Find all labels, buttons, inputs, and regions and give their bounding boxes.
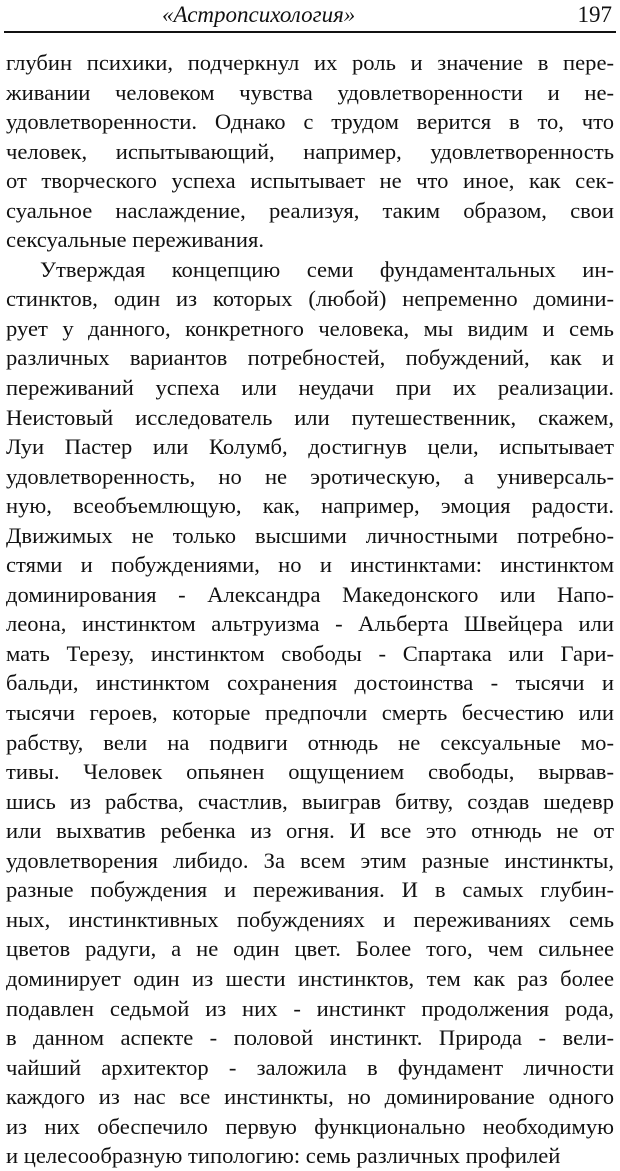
text-line: ную, всеобъемлющую, как, например, эмоция радости. bbox=[6, 493, 614, 519]
text-line: доминирует один из шести инстинктов, тем как раз более bbox=[6, 965, 614, 991]
text-line: подавлен седьмой из них - инстинкт продолжения рода, bbox=[6, 995, 614, 1021]
text-line: рует у данного, конкретного человека, мы видим и семь bbox=[6, 315, 614, 341]
text-line: и целесообразную типологию: семь различных профилей bbox=[6, 1143, 561, 1169]
text-line: суальное наслаждение, реализуя, таким образом, свои bbox=[6, 197, 614, 223]
text-line: цветов радуги, а не один цвет. Более того, чем сильнее bbox=[6, 936, 614, 962]
text-line: в данном аспекте - половой инстинкт. Природа - вели- bbox=[6, 1025, 614, 1051]
text-line: удовлетворенность, но не эротическую, а универсаль- bbox=[6, 463, 614, 489]
text-line: человек, испытывающий, например, удовлетворенность bbox=[6, 138, 614, 164]
text-line: удовлетворенности. Однако с трудом верится в то, что bbox=[6, 109, 614, 135]
text-line: шись из рабства, счастлив, выиграв битву, создав шедевр bbox=[6, 788, 614, 814]
text-line: бальди, инстинктом сохранения достоинства - тысячи и bbox=[6, 670, 614, 696]
text-line: или выхватив ребенка из огня. И все это отнюдь не от bbox=[6, 818, 614, 844]
text-line: стями и побуждениями, но и инстинктами: инстинктом bbox=[6, 552, 614, 578]
text-line: леона, инстинктом альтруизма - Альберта Швейцера или bbox=[6, 611, 614, 637]
header-rule bbox=[4, 31, 616, 33]
page-header bbox=[0, 0, 620, 34]
text-line: Утверждая концепцию семи фундаментальных ин- bbox=[40, 256, 614, 282]
text-line: Луи Пастер или Колумб, достигнув цели, испытывает bbox=[6, 434, 614, 460]
text-line: удовлетворения либидо. За всем этим разные инстинкты, bbox=[6, 847, 614, 873]
text-line: тысячи героев, которые предпочли смерть бесчестию или bbox=[6, 700, 614, 726]
text-line: мать Терезу, инстинктом свободы - Спартака или Гари- bbox=[6, 640, 614, 666]
text-line: разные побуждения и переживания. И в самых глубин- bbox=[6, 877, 614, 903]
text-line: каждого из нас все инстинкты, но доминирование одного bbox=[6, 1084, 614, 1110]
text-line: различных вариантов потребностей, побуждений, как и bbox=[6, 345, 614, 371]
text-line: ных, инстинктивных побуждениях и переживаниях семь bbox=[6, 906, 614, 932]
text-line: Движимых не только высшими личностными потребно- bbox=[6, 522, 614, 548]
text-line: из них обеспечило первую функционально необходимую bbox=[6, 1113, 614, 1139]
text-line: стинктов, один из которых (любой) непременно домини- bbox=[6, 286, 614, 312]
text-line: живании человеком чувства удовлетворенности и не- bbox=[6, 79, 614, 105]
body-text bbox=[6, 48, 614, 1171]
text-line: переживаний успеха или неудачи при их реализации. bbox=[6, 375, 614, 401]
text-line: тивы. Человек опьянен ощущением свободы, вырвав- bbox=[6, 759, 614, 785]
text-line: Неистовый исследователь или путешественник, скажем, bbox=[6, 404, 614, 430]
text-line: чайший архитектор - заложила в фундамент личности bbox=[6, 1054, 614, 1080]
text-line: от творческого успеха испытывает не что иное, как сек- bbox=[6, 168, 614, 194]
text-line: рабству, вели на подвиги отнюдь не сексуальные мо- bbox=[6, 729, 614, 755]
text-line: доминирования - Александра Македонского или Напо- bbox=[6, 581, 614, 607]
text-line: глубин психики, подчеркнул их роль и значение в пере- bbox=[6, 50, 614, 75]
text-line: сексуальные переживания. bbox=[6, 227, 264, 253]
page-number: 197 bbox=[577, 2, 612, 27]
running-title: «Астропсихология» bbox=[162, 2, 356, 27]
